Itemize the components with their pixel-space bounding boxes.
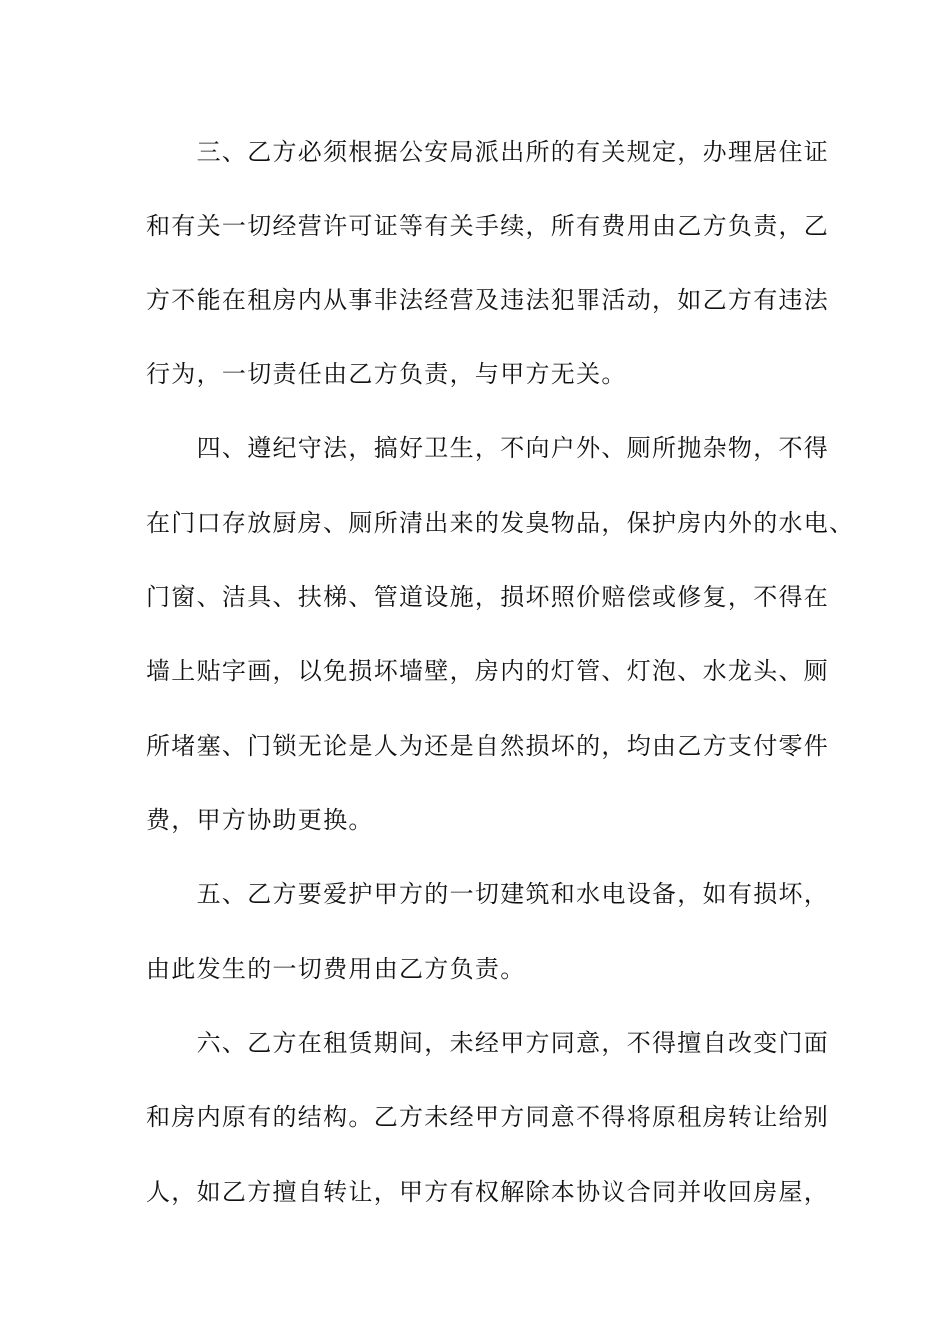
text-line: 在门口存放厨房、厕所清出来的发臭物品，保护房内外的水电、 — [146, 509, 855, 537]
text-line: 方不能在租房内从事非法经营及违法犯罪活动，如乙方有违法 — [146, 286, 830, 314]
text-line: 费，甲方协助更换。 — [146, 806, 374, 834]
text-line: 三、乙方必须根据公安局派出所的有关规定，办理居住证 — [146, 138, 830, 166]
text-line: 人，如乙方擅自转让，甲方有权解除本协议合同并收回房屋， — [146, 1178, 830, 1206]
text-line: 四、遵纪守法，搞好卫生，不向户外、厕所抛杂物，不得 — [146, 434, 830, 462]
text-line: 由此发生的一切费用由乙方负责。 — [146, 955, 526, 983]
text-line: 门窗、洁具、扶梯、管道设施，损坏照价赔偿或修复，不得在 — [146, 583, 830, 611]
text-line: 行为，一切责任由乙方负责，与甲方无关。 — [146, 360, 627, 388]
text-line: 和房内原有的结构。乙方未经甲方同意不得将原租房转让给别 — [146, 1103, 830, 1131]
text-line: 墙上贴字画，以免损坏墙壁，房内的灯管、灯泡、水龙头、厕 — [146, 657, 830, 685]
text-line: 五、乙方要爱护甲方的一切建筑和水电设备，如有损坏， — [146, 880, 830, 908]
text-line: 和有关一切经营许可证等有关手续，所有费用由乙方负责，乙 — [146, 212, 830, 240]
text-line: 所堵塞、门锁无论是人为还是自然损坏的，均由乙方支付零件 — [146, 732, 830, 760]
text-line: 六、乙方在租赁期间，未经甲方同意，不得擅自改变门面 — [146, 1029, 830, 1057]
